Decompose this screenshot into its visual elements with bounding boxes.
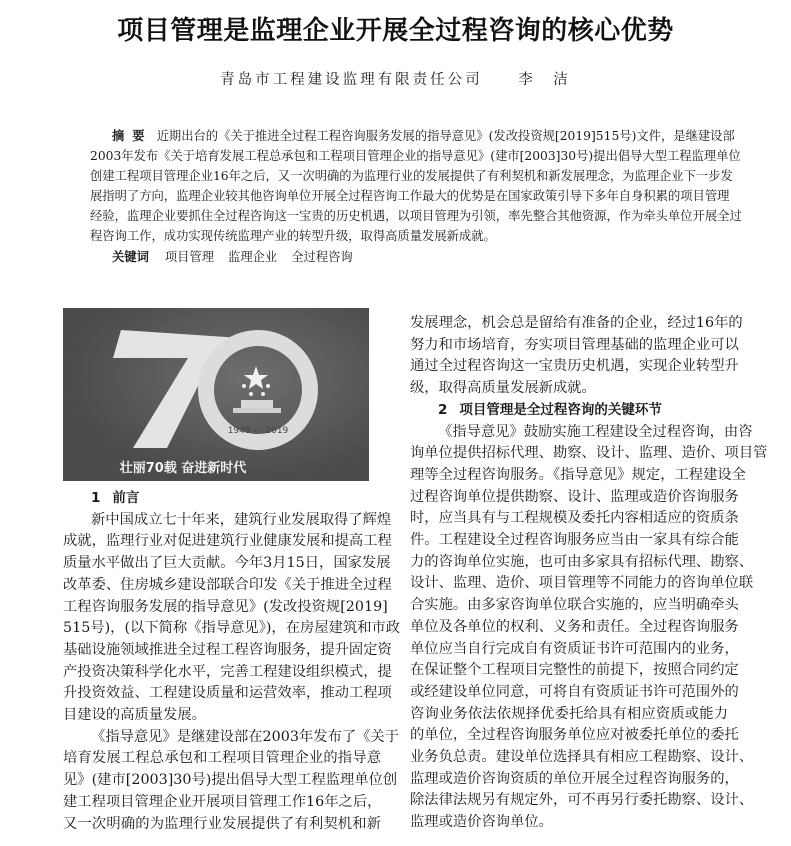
paragraph-line: 努力和市场培育，夯实项目管理基础的监理企业可以	[410, 336, 739, 353]
star-icon	[244, 366, 268, 389]
paragraph-line: 发展理念，机会总是留给有准备的企业，经过16年的	[410, 315, 743, 331]
paragraph-line: 过程咨询单位提供勘察、设计、监理或造价咨询服务	[410, 488, 739, 505]
keywords	[112, 247, 367, 265]
keyword: 监理企业	[228, 250, 278, 264]
abstract-line	[90, 206, 742, 226]
paragraph-line: 改革委、住房城乡建设部联合印发《关于推进全过程	[63, 576, 392, 593]
paragraph-line: 产投资决策科学化水平，完善工程建设组织模式，提	[63, 663, 392, 680]
abstract-line	[90, 166, 733, 186]
section-heading	[63, 488, 381, 510]
paragraph-line: 在保证整个工程项目完整性的前提下，按照合同约定	[410, 662, 739, 679]
paragraph-line: 目建设的高质量发展。	[63, 707, 206, 724]
section-title: 项目管理是全过程咨询的关键环节	[459, 401, 662, 418]
abstract-line	[90, 126, 735, 146]
paragraph-line: 建工程项目管理企业开展项目管理工作16年之后，	[63, 793, 382, 810]
paragraph-line: 《指导意见》鼓励实施工程建设全过程咨询，由咨	[438, 423, 753, 440]
section-title: 前言	[112, 490, 140, 506]
paragraph-line: 见》(建市[2003]30号)提出倡导大型工程监理单位创	[63, 772, 398, 789]
paragraph-line: 时，应当具有与工程规模及委托内容相适应的资质条	[410, 510, 739, 527]
paragraph-line: 除法律法规另有规定外，可不再另行委托勘察、设计、	[410, 792, 754, 809]
article-title: 项目管理是监理企业开展全过程咨询的核心优势	[117, 16, 674, 46]
paragraph-line: 《指导意见》是继建设部在2003年发布了《关于	[91, 728, 400, 745]
section-number: 1	[91, 490, 101, 506]
paragraph-line: 515号)，(以下简称《指导意见》)，在房屋建筑和市政	[63, 620, 401, 637]
paragraph-line: 监理或造价咨询单位。	[410, 814, 553, 831]
keyword: 全过程咨询	[291, 250, 353, 264]
paragraph-line: 又一次明确的为监理行业发展提供了有利契机和新	[63, 815, 381, 832]
paragraph-line: 监理或造价咨询资质的单位开展全过程咨询服务的，	[410, 770, 739, 787]
paragraph-line: 业务负总责。建设单位选择具有相应工程勘察、设计、	[410, 749, 754, 766]
seventy-anniversary-logo	[63, 308, 369, 481]
author-line	[0, 68, 791, 89]
paragraph-line: 工程咨询服务发展的指导意见》(发改投资规[2019]	[63, 598, 388, 615]
keywords-label: 关键词	[112, 250, 149, 264]
anniversary-logo-image	[63, 308, 369, 481]
abstract-label: 摘要	[112, 129, 153, 143]
paragraph-line: 或经建设单位同意，可将自有资质证书许可范围外的	[410, 683, 739, 700]
paragraph-line: 通过全过程咨询这一宝贵历史机遇，实现企业转型升	[410, 358, 739, 375]
abstract-line	[90, 226, 702, 246]
paragraph-line: 升投资效益、工程建设质量和运营效率，推动工程项	[63, 685, 392, 702]
paragraph-line: 单位及各单位的权利、义务和责任。全过程咨询服务	[410, 618, 739, 635]
paragraph-line: 成就，监理行业对促进建筑行业健康发展和提高工程	[63, 533, 392, 550]
author-organization: 青岛市工程建设监理有限责任公司	[220, 72, 483, 88]
paragraph-line: 理等全过程咨询服务。《指导意见》规定，工程建设全	[410, 466, 746, 483]
keyword: 项目管理	[164, 250, 215, 264]
paragraph-line: 咨询业务依法依规择优委托给具有相应资质或能力	[410, 705, 728, 722]
abstract-line-text: 近期出台的《关于推进全过程工程咨询服务发展的指导意见》(发改投资规[2019]515号)文件，是继建设部	[156, 129, 735, 143]
paragraph-line: 新中国成立七十年来，建筑行业发展取得了辉煌	[91, 511, 392, 528]
abstract-line-text: 创建工程项目管理企业16年之后，又一次明确的为监理行业的发展提供了有利契机和新发展理念，为监理企业下一步发	[90, 169, 733, 183]
right-column	[410, 313, 768, 834]
figure-caption: 壮丽70载 奋进新时代	[119, 461, 247, 476]
abstract-line-text: 程咨询工作，成功实现传统监理产业的转型升级，取得高质量发展新成就。	[90, 229, 496, 243]
paragraph-line: 质量水平做出了巨大贡献。今年3月15日，国家发展	[63, 555, 391, 572]
section-number: 2	[438, 401, 448, 418]
paragraph-line: 的单位，全过程咨询服务单位应对被委托单位的委托	[410, 727, 739, 744]
paragraph-line: 基础设施领域推进全过程工程咨询服务，提升固定资	[63, 641, 392, 658]
tiananmen-icon	[241, 400, 273, 408]
author-name: 李 洁	[518, 72, 571, 88]
paragraph-line: 设计、监理、造价、项目管理等不同能力的咨询单位联	[410, 575, 754, 592]
paragraph-line: 级，取得高质量发展新成就。	[410, 380, 596, 397]
paragraph-line: 单位应当自行完成自有资质证书许可范围内的业务，	[410, 640, 739, 657]
abstract-line-text: 2003年发布《关于培育发展工程总承包和工程项目管理企业的指导意见》(建市[2003]30号)提出倡导大型工程监理单位	[90, 149, 741, 163]
section-heading	[410, 400, 728, 422]
abstract-line-text: 经验，监理企业要抓住全过程咨询这一宝贵的历史机遇，以项目管理为引领，率先整合其他资源，作为牵头单位开展全过	[90, 209, 742, 223]
paragraph-line: 件。工程建设全过程咨询服务应当由一家具有综合能	[410, 532, 739, 549]
abstract	[90, 126, 742, 246]
left-column	[63, 488, 401, 835]
paragraph-line: 力的咨询单位实施，也可由多家具有招标代理、勘察、	[410, 553, 754, 570]
abstract-line-text: 展指明了方向，监理企业较其他咨询单位开展全过程咨询工作最大的优势是在国家政策引导下多年自身积累的项目管理	[90, 189, 730, 203]
abstract-line	[90, 146, 741, 166]
paragraph-line: 询单位提供招标代理、勘察、设计、监理、造价、项目管	[410, 445, 768, 462]
abstract-line	[90, 186, 730, 206]
years-label: 1949 — 2019	[227, 426, 289, 436]
paragraph-line: 合实施。由多家咨询单位联合实施的，应当明确牵头	[410, 597, 739, 614]
paragraph-line: 培育发展工程总承包和工程项目管理企业的指导意	[63, 750, 381, 767]
